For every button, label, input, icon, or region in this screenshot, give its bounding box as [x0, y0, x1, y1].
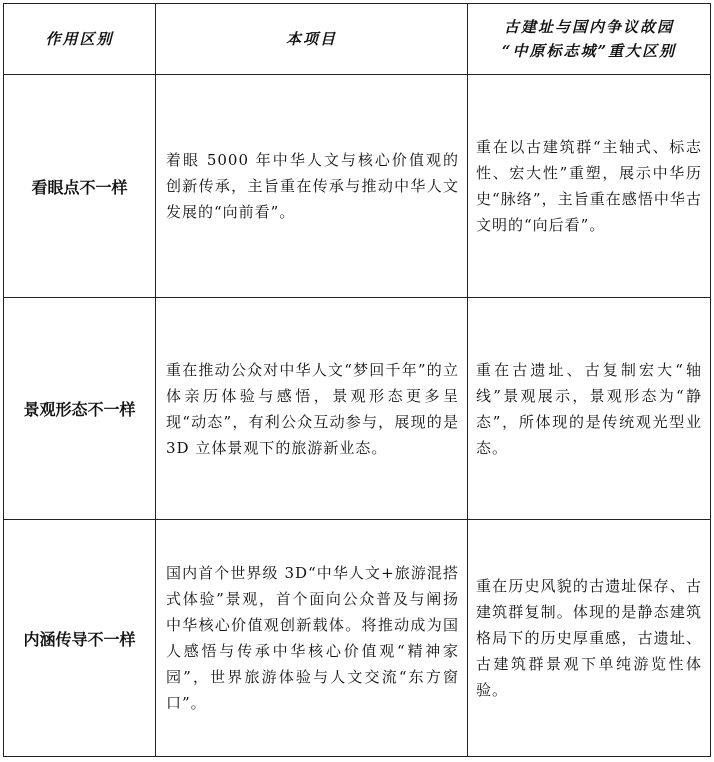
row-label: 内涵传导不一样 — [4, 520, 156, 757]
project-text: 国内首个世界级 3D“中华人文+旅游混搭式体验”景观，首个面向公众普及与阐扬中华核心价值观创新载体。将推动成为国人感悟与传承中华核心价值观“精神家园”，世界旅游体验与人文交流“东方窗口”。 — [166, 564, 459, 712]
project-text: 着眼 5000 年中华人文与核心价值观的创新传承，主旨重在传承与推动中华人文发展的“向前看”。 — [166, 151, 459, 221]
comparison-table — [3, 3, 711, 757]
table-row — [4, 75, 711, 298]
row-label: 景观形态不一样 — [4, 298, 156, 520]
comparison-cell — [468, 75, 711, 298]
project-text: 重在推动公众对中华人文“梦回千年”的立体亲历体验与感悟，景观形态更多呈现“动态”，有利公众互动参与，展现的是 3D 立体景观下的旅游新业态。 — [166, 360, 459, 457]
table-row — [4, 298, 711, 520]
header-comparison — [468, 4, 711, 75]
row-label: 看眼点不一样 — [4, 75, 156, 298]
header-comparison-line2: “中原标志城”重大区别 — [501, 42, 677, 60]
project-cell — [156, 75, 468, 298]
comparison-text: 重在历史风貌的古遗址保存、古建筑群复制。体现的是静态建筑格局下的历史厚重感，古遗址、古建筑群景观下单纯游览性体验。 — [476, 577, 702, 699]
header-comparison-line1: 古建址与国内争议故园 — [503, 18, 674, 36]
header-this-project: 本项目 — [156, 4, 468, 75]
comparison-cell — [468, 298, 711, 520]
comparison-text: 重在古遗址、古复制宏大“轴线”景观展示，景观形态为“静态”，所体现的是传统观光型业态。 — [476, 360, 702, 457]
project-cell — [156, 520, 468, 757]
header-difference: 作用区别 — [4, 4, 156, 75]
comparison-text: 重在以古建筑群“主轴式、标志性、宏大性”重塑，展示中华历史“脉络”，主旨重在感悟中华古文明的“向后看”。 — [476, 138, 702, 234]
table-row — [4, 520, 711, 757]
comparison-cell — [468, 520, 711, 757]
project-cell — [156, 298, 468, 520]
header-row — [4, 4, 711, 75]
